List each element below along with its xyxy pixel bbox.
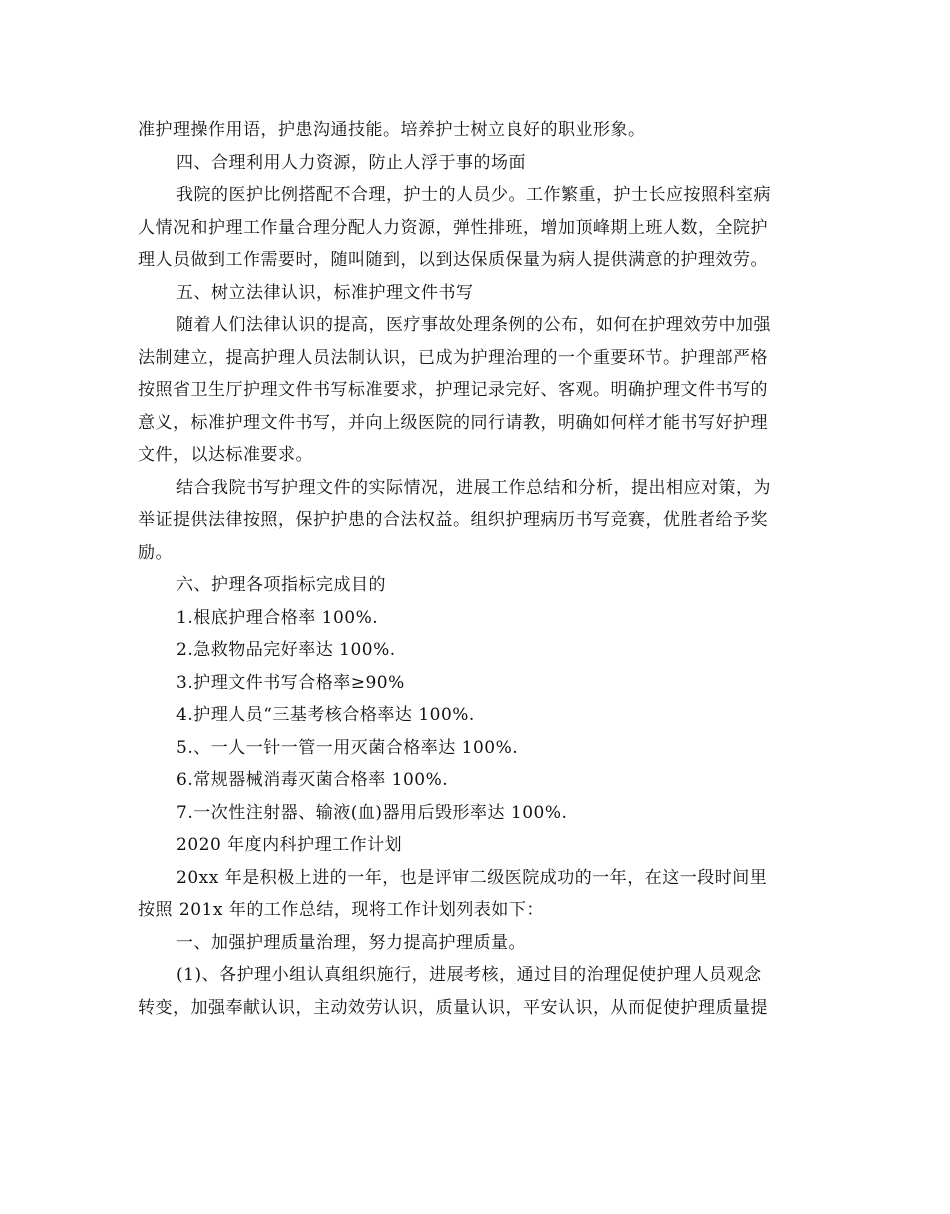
text-line: 我院的医护比例搭配不合理，护士的人员少。工作繁重，护士长应按照科室病 <box>176 185 771 205</box>
text-line: 5.、一人一针一管一用灭菌合格率达 100%. <box>176 737 519 758</box>
text-line: 2.急救物品完好率达 100%. <box>176 640 396 660</box>
text-line: (1)、各护理小组认真组织施行，进展考核，通过目的治理促使护理人员观念 <box>176 965 762 985</box>
text-line: 一、加强护理质量治理，努力提高护理质量。 <box>176 932 526 953</box>
text-line: 7.一次性注射器、输液(血)器用后毁形率达 100%. <box>176 802 568 823</box>
text-line: 按照省卫生厅护理文件书写标准要求，护理记录完好、客观。明确护理文件书写的 <box>138 380 768 400</box>
text-line: 六、护理各项指标完成目的 <box>176 575 386 595</box>
text-line: 人情况和护理工作量合理分配人力资源，弹性排班，增加顶峰期上班人数，全院护 <box>138 217 768 238</box>
text-line: 理人员做到工作需要时，随叫随到，以到达保质保量为病人提供满意的护理效劳。 <box>138 250 768 270</box>
text-line: 20xx 年是积极上进的一年，也是评审二级医院成功的一年，在这一段时间里 <box>176 867 768 888</box>
text-line: 励。 <box>138 542 173 563</box>
text-line: 准护理操作用语，护患沟通技能。培养护士树立良好的职业形象。 <box>138 120 646 140</box>
document-body <box>138 114 814 1024</box>
text-line: 五、树立法律认识，标准护理文件书写 <box>176 282 474 303</box>
text-line: 法制建立，提高护理人员法制认识，已成为护理治理的一个重要环节。护理部严格 <box>138 347 768 368</box>
text-line: 四、合理利用人力资源，防止人浮于事的场面 <box>176 152 526 173</box>
text-line: 文件，以达标准要求。 <box>138 445 313 465</box>
text-line: 3.护理文件书写合格率≥90% <box>176 672 405 693</box>
text-line: 意义，标准护理文件书写，并向上级医院的同行请教，明确如何样才能书写好护理 <box>138 412 768 433</box>
text-line: 结合我院书写护理文件的实际情况，进展工作总结和分析，提出相应对策，为 <box>176 477 771 498</box>
text-line: 随着人们法律认识的提高，医疗事故处理条例的公布，如何在护理效劳中加强 <box>176 315 771 335</box>
text-line: 4.护理人员“三基考核合格率达 100%. <box>176 705 475 725</box>
text-line: 举证提供法律按照，保护护患的合法权益。组织护理病历书写竞赛，优胜者给予奖 <box>138 510 768 530</box>
text-line: 1.根底护理合格率 100%. <box>176 607 379 628</box>
text-line: 按照 201x 年的工作总结，现将工作计划列表如下： <box>138 900 544 920</box>
text-line: 转变，加强奉献认识，主动效劳认识，质量认识，平安认识，从而促使护理质量提 <box>138 997 768 1018</box>
text-line: 2020 年度内科护理工作计划 <box>176 835 403 855</box>
text-line: 6.常规器械消毒灭菌合格率 100%. <box>176 770 449 790</box>
